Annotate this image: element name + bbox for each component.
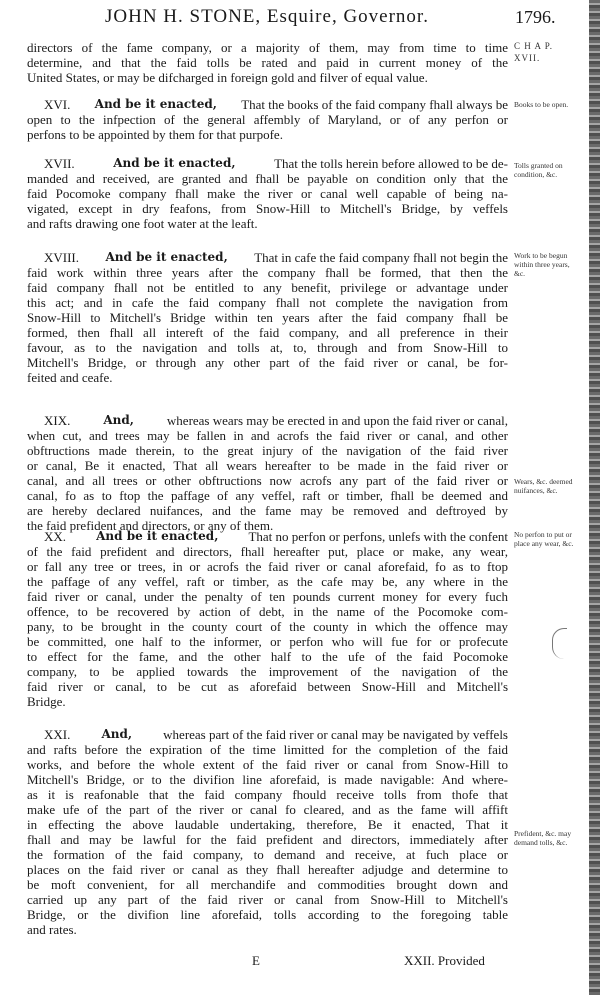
text-line: company, to be applied towards the improvement of the navigation of the bbox=[27, 664, 508, 679]
text-line: faid river or canal, to be cut as aforefaid between Snow-Hill and Mitchell's bbox=[27, 679, 508, 694]
text-line: formed, then fhall all intereft of the faid company, and all preference in their bbox=[27, 325, 508, 340]
text-line: fhall and may be lawful for the faid prefident and directors, immediately after bbox=[27, 832, 508, 847]
section-number: XVII. bbox=[44, 156, 75, 171]
text-line: make ufe of the part of the river or canal fo cleared, and as the fame will affift bbox=[27, 802, 508, 817]
text-line: perfons to be appointed by them for that purpofe. bbox=[27, 127, 283, 142]
line-text: That in cafe the faid company fhall not begin the bbox=[254, 250, 508, 265]
running-title: JOHN H. STONE, Esquire, Governor. bbox=[105, 6, 429, 27]
text-line: of the faid prefident and directors, fhall hereafter put, place or make, any wear, bbox=[27, 544, 508, 559]
text-line: and rates. bbox=[27, 922, 77, 937]
text-line: Bridge. bbox=[27, 694, 66, 709]
enacting-clause: And be it enacted, bbox=[113, 156, 236, 170]
section-number: XIX. bbox=[44, 413, 71, 428]
margin-note-books: Books to be open. bbox=[514, 100, 569, 109]
enacting-clause: And be it enacted, bbox=[96, 529, 219, 543]
text-line: faid Pocomoke company fhall make the river or canal well capable of being na- bbox=[27, 186, 508, 201]
text-line: Snow-Hill to Mitchell's Bridge within ten years after the faid company fhall be bbox=[27, 310, 508, 325]
text-line: United States, or may be difcharged in foreign gold and filver of equal value. bbox=[27, 70, 428, 85]
line-text: That the tolls herein before allowed to be de- bbox=[274, 156, 508, 171]
margin-note-no-person: No perfon to put or place any wear, &c. bbox=[514, 530, 574, 548]
text-line bbox=[27, 250, 508, 265]
paragraph-section bbox=[27, 40, 508, 85]
text-line: the paffage of any veffel, raft or timber, as the cafe may be, any where in the bbox=[27, 574, 508, 589]
enacting-clause: And be it enacted, bbox=[105, 250, 228, 264]
text-line: vigated, except in dry feafons, from Snow-Hill to Mitchell's Bridge, by veffels bbox=[27, 201, 508, 216]
chapter-number: XVII. bbox=[514, 53, 541, 63]
text-line bbox=[27, 529, 508, 544]
scan-edge bbox=[589, 0, 600, 995]
text-line: to effect for the fame, and the other half to the ufe of the faid Pocomoke bbox=[27, 649, 508, 664]
text-line: carried up any part of the faid river or canal from Snow-Hill to Mitchell's bbox=[27, 892, 508, 907]
text-line: as it is reafonable that the faid company fhould receive tolls from thofe that bbox=[27, 787, 508, 802]
text-line: determine, and that the faid tolls be rated and paid in current money of the bbox=[27, 55, 508, 70]
signature-mark: E bbox=[252, 953, 260, 968]
text-line: faid work within three years after the company fhall be formed, that then the bbox=[27, 265, 508, 280]
margin-note-wears: Wears, &c. deemed nuifances, &c. bbox=[514, 477, 573, 495]
text-line: favour, as to the navigation and tolls at, to, through and from Snow-Hill to bbox=[27, 340, 508, 355]
section-number: XXI. bbox=[44, 727, 71, 742]
text-line: manded and received, are granted and fhall be payable on condition only that the bbox=[27, 171, 508, 186]
text-line: Mitchell's Bridge, or through any other part of the faid river or canal, be for- bbox=[27, 355, 508, 370]
text-line: are hereby declared nuifances, and the fame may be removed and deftroyed by bbox=[27, 503, 508, 518]
text-line: faid river or canal, under the penalty of ten pounds current money for every fuch bbox=[27, 589, 508, 604]
line-text: That the books of the faid company fhall always be bbox=[241, 97, 508, 112]
running-header bbox=[0, 6, 600, 30]
text-line: in effecting the above laudable undertaking, therefore, Be it enacted, That it bbox=[27, 817, 508, 832]
text-line bbox=[27, 156, 508, 171]
text-line: the formation of the faid company, to demand and receive, at fuch place or bbox=[27, 847, 508, 862]
enacting-clause: And be it enacted, bbox=[94, 97, 217, 111]
enacting-clause: And, bbox=[103, 413, 134, 427]
line-text: That no perfon or perfons, unlefs with the confent bbox=[248, 529, 508, 544]
text-line bbox=[27, 97, 508, 112]
line-text: whereas part of the faid river or canal may be navigated by veffels bbox=[163, 727, 508, 742]
paragraph-section bbox=[27, 529, 508, 709]
text-line bbox=[27, 413, 508, 428]
margin-note-president: Prefident, &c. may demand tolls, &c. bbox=[514, 829, 572, 847]
text-line: offence, to be recovered by action of debt, in the name of the Pocomoke com- bbox=[27, 604, 508, 619]
page-year: 1796. bbox=[515, 7, 556, 27]
text-line: canal, and all trees or other obftructions now acrofs any part of the faid river or bbox=[27, 473, 508, 488]
text-line: and rafts drawing one foot water at the leaft. bbox=[27, 216, 258, 231]
paragraph-section bbox=[27, 727, 508, 937]
text-line: Mitchell's Bridge, or to the divifion line aforefaid, is made navigable: And where- bbox=[27, 772, 508, 787]
margin-note-work: Work to be begun within three years, &c. bbox=[514, 251, 570, 278]
text-line: be moft convenient, for all merchandife and commodities brought down and bbox=[27, 877, 508, 892]
text-line: be committed, one half to the informer, or perfon who will fue for or profecute bbox=[27, 634, 508, 649]
text-line: Bridge, or the divifion line aforefaid, tolls according to the foregoing table bbox=[27, 907, 508, 922]
text-line: when cut, and trees may be fallen in and acrofs the faid river or canal, and other bbox=[27, 428, 508, 443]
margin-note-tolls: Tolls granted on condition, &c. bbox=[514, 161, 563, 179]
chapter-label bbox=[514, 40, 576, 64]
text-line: places on the faid river or canal as they fhall hereafter adjudge and determine to bbox=[27, 862, 508, 877]
pencil-mark bbox=[552, 628, 567, 659]
paragraph-section bbox=[27, 250, 508, 385]
catchword: XXII. Provided bbox=[404, 953, 485, 968]
text-line bbox=[27, 727, 508, 742]
section-number: XVI. bbox=[44, 97, 71, 112]
line-text: whereas wears may be erected in and upon the faid river or canal, bbox=[166, 413, 508, 428]
text-line: canal, fo as to ftop the paffage of any veffel, raft or timber, fhall be deemed and bbox=[27, 488, 508, 503]
text-line: open to the infpection of the general affembly of Maryland, or of any perfon or bbox=[27, 112, 508, 127]
text-line: works, and before the whole extent of the faid river or canal from Snow-Hill to bbox=[27, 757, 508, 772]
text-line: faid company fhall not be entitled to any benefit, privilege or advantage under bbox=[27, 280, 508, 295]
text-line: and rafts before the expiration of the time limitted for the completion of the faid bbox=[27, 742, 508, 757]
text-line: feited and ceafe. bbox=[27, 370, 113, 385]
text-line: pany, to be brought in the county court of the county in which the offence may bbox=[27, 619, 508, 634]
paragraph-section bbox=[27, 97, 508, 142]
text-line: or canal, Be it enacted, That all wears hereafter to be made in the faid river or bbox=[27, 458, 508, 473]
paragraph-section bbox=[27, 413, 508, 533]
text-line: this act; and in cafe the faid company fhall not complete the navigation from bbox=[27, 295, 508, 310]
text-line: the faid prefident and directors, or any of them. bbox=[27, 518, 274, 533]
section-number: XX. bbox=[44, 529, 67, 544]
chapter-label-line: C H A P. bbox=[514, 41, 554, 51]
paragraph-section bbox=[27, 156, 508, 231]
text-line: or fall any tree or trees, in or acrofs the faid river or canal aforefaid, fo as to ftop bbox=[27, 559, 508, 574]
text-line: obftructions made therein, to the great injury of the navigation of the faid river bbox=[27, 443, 508, 458]
text-line: directors of the fame company, or a majority of them, may from time to time bbox=[27, 40, 508, 55]
enacting-clause: And, bbox=[101, 727, 133, 741]
section-number: XVIII. bbox=[44, 250, 80, 265]
